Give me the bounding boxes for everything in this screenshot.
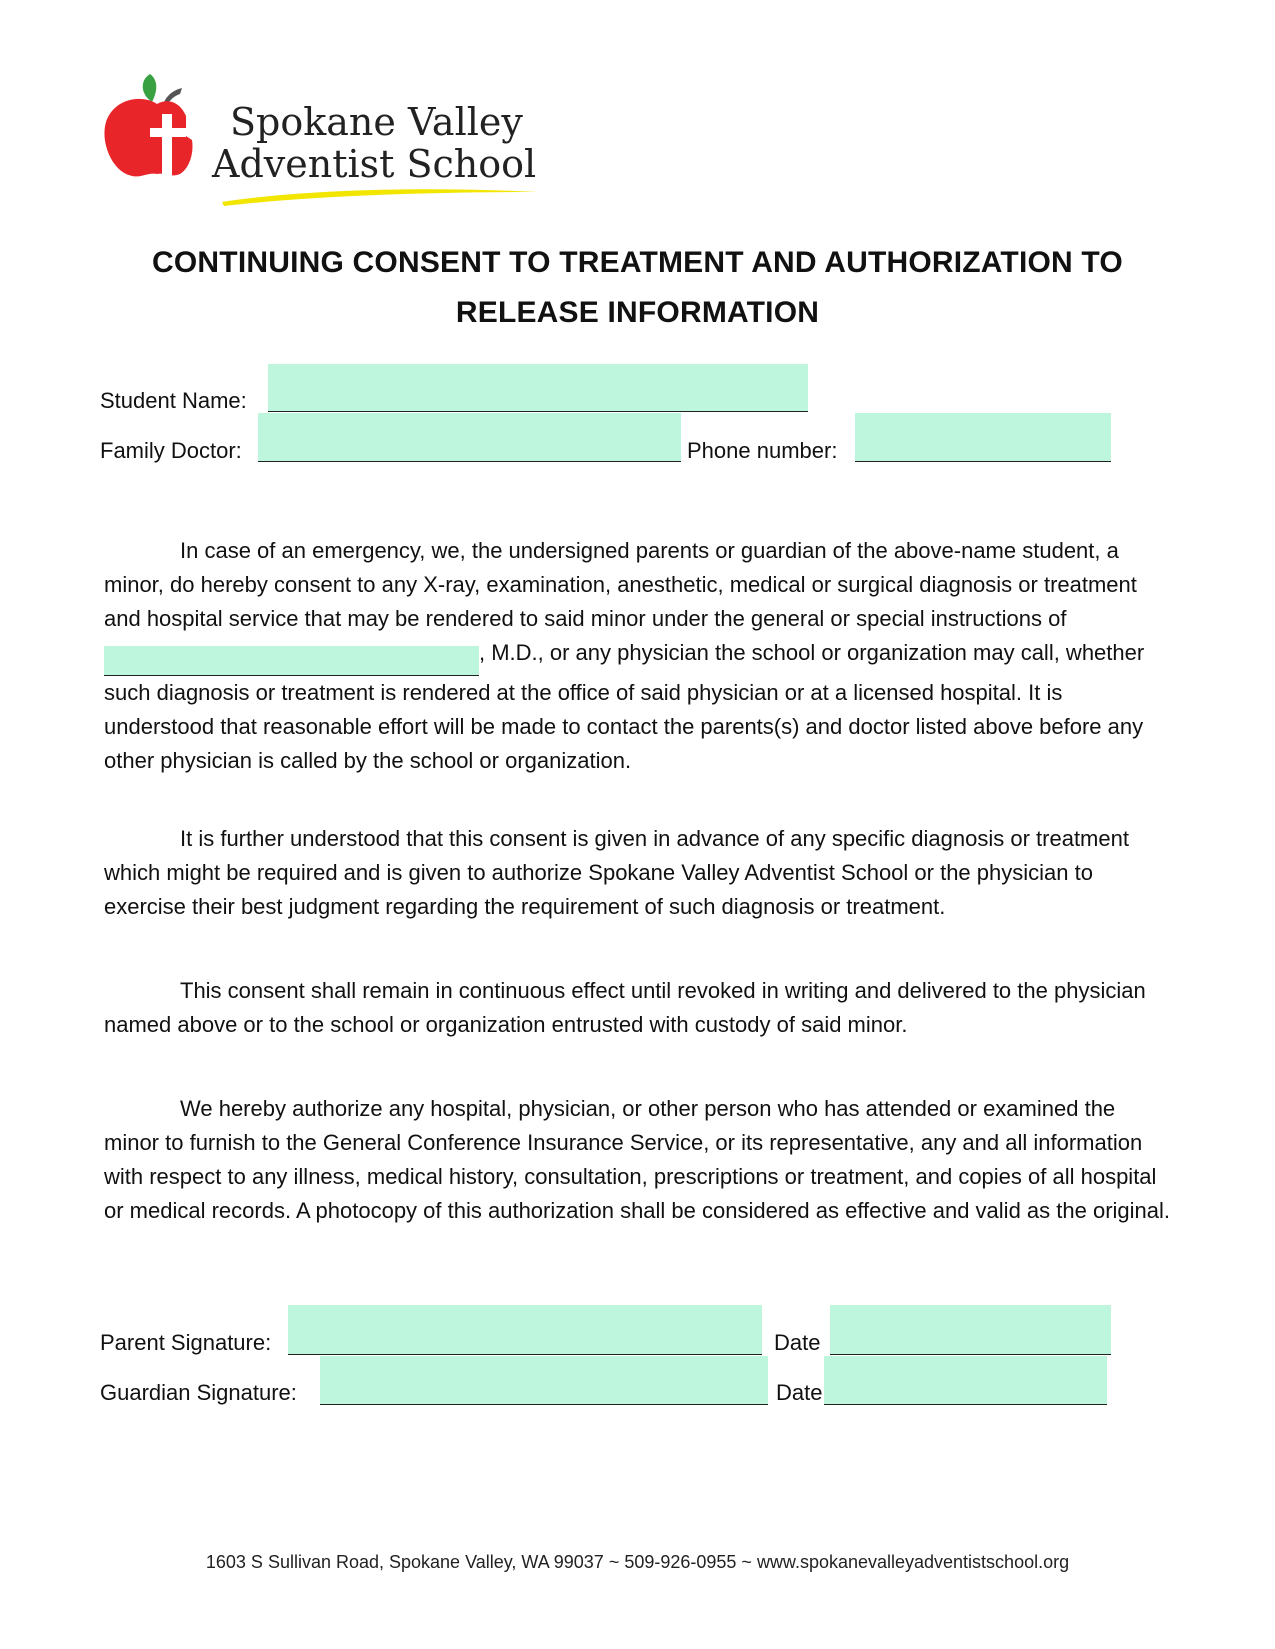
- phone-number-input[interactable]: [855, 413, 1111, 462]
- footer-address: 1603 S Sullivan Road, Spokane Valley, WA 99037 ~ 509-926-0955 ~ www.spokanevalleyadventistschool.org: [205, 1552, 1070, 1572]
- family-doctor-input[interactable]: [258, 413, 681, 462]
- consent-paragraph-4: We hereby authorize any hospital, physician, or other person who has attended or examined the minor to furnish to the General Conference Insurance Service, or its representative, any and all information with respect to any illness, medical history, consultation, prescriptions or treatment, and copies of all hospital or medical records. A photocopy of this authorization shall be considered as effective and valid as the original.: [104, 1096, 1171, 1223]
- consent-paragraph-2: It is further understood that this consent is given in advance of any specific diagnosis or treatment which might be required and is given to authorize Spokane Valley Adventist School or the physician to exercise their best judgment regarding the requirement of such diagnosis or treatment.: [104, 826, 1129, 919]
- paragraph-1-text-start: In case of an emergency, we, the undersigned parents or guardian of the above-name student, a minor, do hereby consent to any X-ray, examination, anesthetic, medical or surgical diagnosis or treatment and hospital service that may be rendered to said minor under the general or special instructions of: [104, 538, 1137, 631]
- apple-cross-logo-icon: [102, 72, 222, 182]
- page-title: CONTINUING CONSENT TO TREATMENT AND AUTHORIZATION TO RELEASE INFORMATION: [152, 246, 1123, 329]
- student-name-input[interactable]: [268, 364, 808, 412]
- logo-text-line2: Adventist School: [212, 142, 537, 186]
- parent-date-label: Date: [774, 1330, 821, 1355]
- paragraph-1-text-end: , M.D., or any physician the school or organization may call, whether such diagnosis or treatment is rendered at the office of said physician or at a licensed hospital. It is understood that reasonable effort will be made to contact the parents(s) and doctor listed above before any other physician is called by the school or organization.: [104, 640, 1145, 773]
- consent-paragraph-3: This consent shall remain in continuous effect until revoked in writing and delivered to the physician named above or to the school or organization entrusted with custody of said minor.: [104, 978, 1146, 1037]
- guardian-date-input[interactable]: [824, 1356, 1107, 1405]
- school-logo: [102, 72, 562, 222]
- phone-number-label: Phone number:: [687, 438, 838, 463]
- physician-name-input[interactable]: [104, 646, 479, 676]
- student-name-label: Student Name:: [100, 388, 247, 413]
- logo-text-line1: Spokane Valley: [230, 100, 523, 144]
- guardian-signature-label: Guardian Signature:: [100, 1380, 297, 1405]
- swoosh-underline-icon: [220, 186, 540, 206]
- parent-date-input[interactable]: [830, 1305, 1111, 1355]
- parent-signature-label: Parent Signature:: [100, 1330, 272, 1355]
- family-doctor-label: Family Doctor:: [100, 438, 242, 463]
- parent-signature-input[interactable]: [288, 1305, 762, 1355]
- guardian-signature-input[interactable]: [320, 1356, 768, 1405]
- consent-paragraph-1: [104, 534, 1174, 778]
- guardian-date-label: Date: [776, 1380, 823, 1405]
